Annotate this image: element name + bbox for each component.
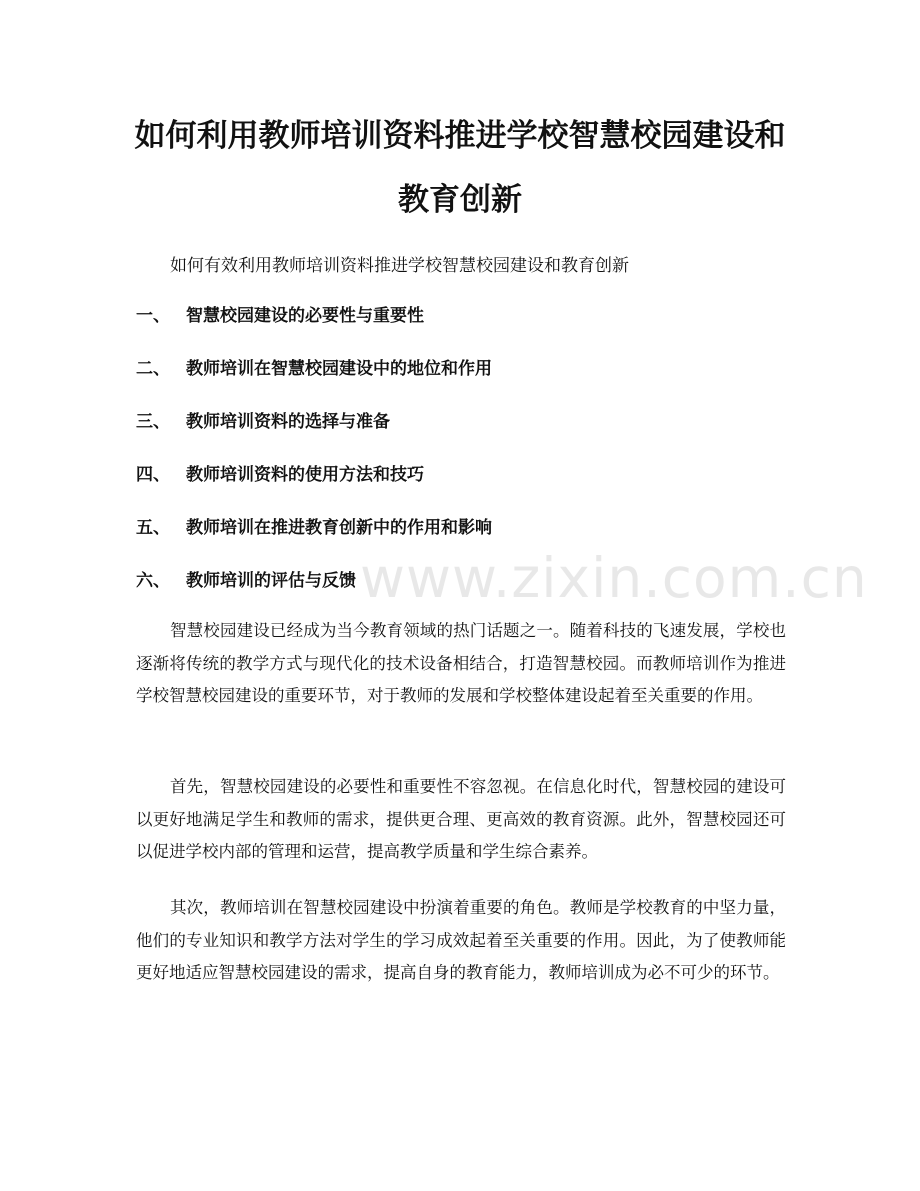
section-heading-4 [136,463,424,487]
section-number: 五、 [136,518,170,538]
body-paragraph-1: 智慧校园建设已经成为当今教育领域的热门话题之一。随着科技的飞速发展，学校也逐渐将传统的教学方式与现代化的技术设备相结合，打造智慧校园。而教师培训作为推进学校智慧校园建设的重要环节，对于教师的发展和学校整体建设起着至关重要的作用。 [136,621,786,705]
section-title: 智慧校园建设的必要性与重要性 [186,306,424,326]
section-number: 三、 [136,412,170,432]
section-heading-2 [136,357,492,381]
document-title: 如何利用教师培训资料推进学校智慧校园建设和教育创新 [134,118,786,218]
section-title: 教师培训资料的选择与准备 [186,412,390,432]
section-title: 教师培训在智慧校园建设中的地位和作用 [186,359,492,379]
section-number: 一、 [136,306,170,326]
section-number: 二、 [136,359,170,379]
section-title: 教师培训资料的使用方法和技巧 [186,465,424,485]
section-number: 四、 [136,465,170,485]
body-paragraph-3: 其次，教师培训在智慧校园建设中扮演着重要的角色。教师是学校教育的中坚力量，他们的专业知识和教学方法对学生的学习成效起着至关重要的作用。因此，为了使教师能更好地适应智慧校园建设的需求，提高自身的教育能力，教师培训成为必不可少的环节。 [136,898,786,982]
section-heading-5 [136,516,492,540]
section-title: 教师培训的评估与反馈 [186,571,356,591]
section-heading-1 [136,304,424,328]
watermark-text: www.zixin.com.cn [360,546,868,610]
section-heading-3 [136,410,390,434]
body-paragraph-2: 首先，智慧校园建设的必要性和重要性不容忽视。在信息化时代，智慧校园的建设可以更好地满足学生和教师的需求，提供更合理、更高效的教育资源。此外，智慧校园还可以促进学校内部的管理和运营，提高教学质量和学生综合素养。 [136,777,786,861]
section-heading-6 [136,569,356,593]
section-title: 教师培训在推进教育创新中的作用和影响 [186,518,492,538]
section-number: 六、 [136,571,170,591]
document-subtitle: 如何有效利用教师培训资料推进学校智慧校园建设和教育创新 [170,256,629,276]
